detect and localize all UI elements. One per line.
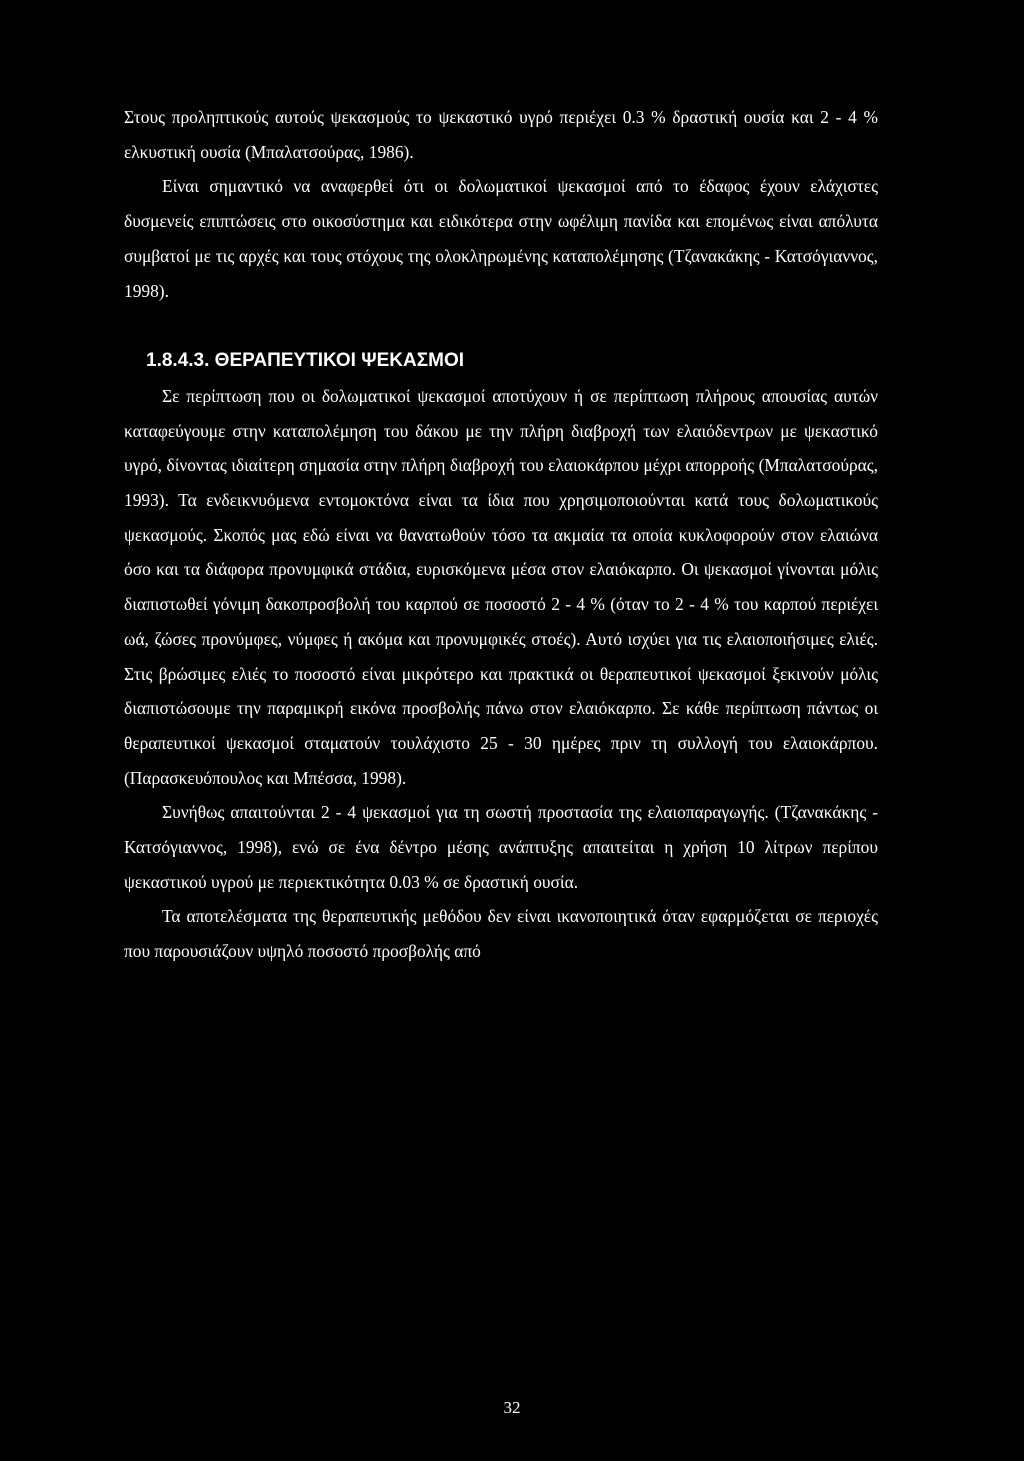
section-gap bbox=[124, 308, 878, 344]
section-heading: 1.8.4.3. ΘΕΡΑΠΕΥΤΙΚΟΙ ΨΕΚΑΣΜΟΙ bbox=[146, 350, 465, 372]
paragraph: Σε περίπτωση που οι δολωματικοί ψεκασμοί αποτύχουν ή σε περίπτωση πλήρους απουσίας αυτών καταφεύγουμε στην καταπολέμηση του δάκου με την πλήρη διαβροχή των ελαιόδεντρων με ψεκαστικό υγρό, δίνοντας ιδιαίτερη σημασία στην πλήρη διαβροχή του ελαιοκάρπου μέχρι απορροής (Μπαλατσούρας, 1993). Τα ενδεικνυόμενα εντομοκτόνα είναι τα ίδια που χρησιμοποιούνται κατά τους δολωματικούς ψεκασμούς. Σκοπός μας εδώ είναι να θανατωθούν τόσο τα ακμαία τα οποία κυκλοφορούν στον ελαιώνα όσο και τα διάφορα προνυμφικά στάδια, ευρισκόμενα μέσα στον ελαιόκαρπο. Οι ψεκασμοί γίνονται μόλις διαπιστωθεί γόνιμη δακοπροσβολή του καρπού σε ποσοστό 2 - 4 % (όταν το 2 - 4 % του καρπού περιέχει ωά, ζώσες προνύμφες, νύμφες ή ακόμα και προνυμφικές στοές). Αυτό ισχύει για τις ελαιοποιήσιμες ελιές. Στις βρώσιμες ελιές το ποσοστό είναι μικρότερο και πρακτικά οι θεραπευτικοί ψεκασμοί ξεκινούν μόλις διαπιστώσουμε την παραμικρή εικόνα προσβολής πάνω στον ελαιόκαρπο. Σε κάθε περίπτωση πάντως οι θεραπευτικοί ψεκασμοί σταματούν τουλάχιστο 25 - 30 ημέρες πριν τη συλλογή του ελαιοκάρπου. (Παρασκευόπουλος και Μπέσσα, 1998). bbox=[124, 385, 878, 788]
body-text bbox=[124, 100, 878, 969]
paragraph: Στους προληπτικούς αυτούς ψεκασμούς το ψεκαστικό υγρό περιέχει 0.3 % δραστική ουσία και 2 - 4 % ελκυστική ουσία (Μπαλατσούρας, 1986). bbox=[124, 107, 878, 162]
paragraph: Τα αποτελέσματα της θεραπευτικής μεθόδου δεν είναι ικανοποιητικά όταν εφαρμόζεται σε περιοχές που παρουσιάζουν υψηλό ποσοστό προσβολής από bbox=[124, 906, 878, 962]
page-number: 32 bbox=[503, 1398, 521, 1417]
paragraph: Είναι σημαντικό να αναφερθεί ότι οι δολωματικοί ψεκασμοί από το έδαφος έχουν ελάχιστες δυσμενείς επιπτώσεις στο οικοσύστημα και ειδικότερα στην ωφέλιμη πανίδα και επομένως είναι απόλυτα συμβατοί με τις αρχές και τους στόχους της ολοκληρωμένης καταπολέμησης (Τζανακάκης - Κατσόγιαννος, 1998). bbox=[124, 176, 878, 301]
paragraph: Συνήθως απαιτούνται 2 - 4 ψεκασμοί για τη σωστή προστασία της ελαιοπαραγωγής. (Τζανακάκης - Κατσόγιαννος, 1998), ενώ σε ένα δέντρο μέσης ανάπτυξης απαιτείται η χρήση 10 λίτρων περίπου ψεκαστικού υγρού με περιεκτικότητα 0.03 % σε δραστική ουσία. bbox=[124, 802, 878, 892]
